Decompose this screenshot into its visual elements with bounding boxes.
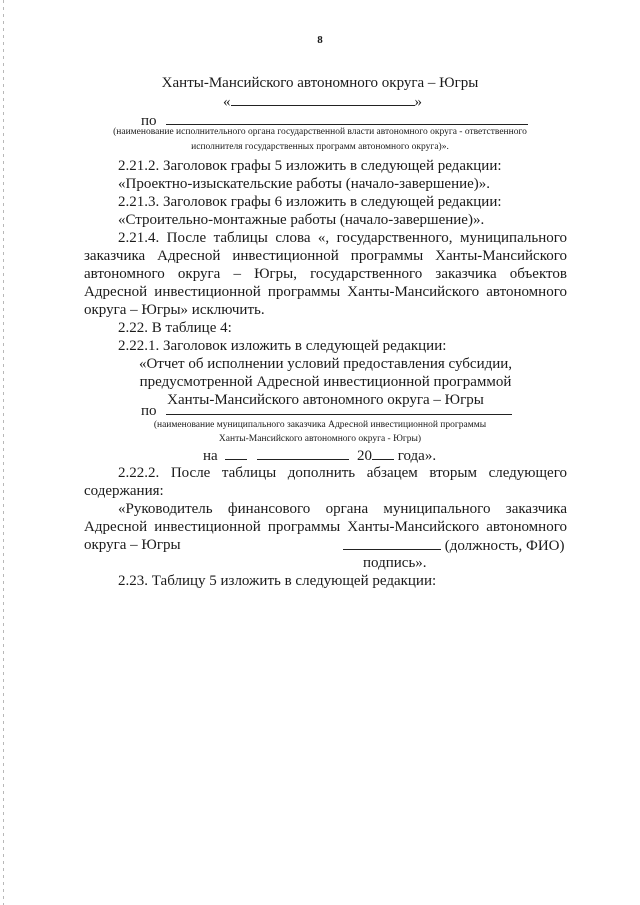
year-blank bbox=[372, 446, 394, 460]
na-label: на bbox=[203, 448, 218, 464]
caption-line-2: исполнителя государственных программ автономного округа)». bbox=[191, 142, 449, 152]
para-2-21-4-line1: 2.21.4. После таблицы слова «, государственного, муниципального bbox=[118, 230, 567, 246]
signature-blank bbox=[343, 536, 441, 550]
position-label: (должность, ФИО) bbox=[444, 538, 565, 554]
po-label: по bbox=[141, 113, 157, 129]
month-blank bbox=[257, 446, 349, 460]
goda-label: года». bbox=[397, 448, 437, 464]
quote-heading-line2: предусмотренной Адресной инвестиционной программой bbox=[139, 374, 512, 390]
para-2-23: 2.23. Таблицу 5 изложить в следующей редакции: bbox=[118, 573, 437, 589]
quote-heading-line3: Ханты-Мансийского автономного округа – Югры bbox=[167, 392, 484, 408]
quote-heading-line1: «Отчет об исполнении условий предоставления субсидии, bbox=[138, 356, 513, 372]
para-2-21-4-line5: округа – Югры» исключить. bbox=[84, 302, 265, 318]
caption2-line-2: Ханты-Мансийского автономного округа - Югры) bbox=[218, 434, 422, 444]
po-blank-2 bbox=[166, 401, 512, 415]
para-2-21-4-line3: автономного округа – Югры, государственного заказчика объектов bbox=[84, 266, 567, 282]
para-2-22: 2.22. В таблице 4: bbox=[118, 320, 232, 336]
po-blank bbox=[166, 111, 528, 125]
caption2-line-1: (наименование муниципального заказчика Адресной инвестиционной программы bbox=[153, 420, 487, 430]
para-construction-works: «Строительно-монтажные работы (начало-завершение)». bbox=[118, 212, 485, 228]
title-line: Ханты-Мансийского автономного округа – Югры bbox=[161, 75, 479, 91]
date-line bbox=[203, 446, 436, 465]
year-prefix: 20 bbox=[356, 448, 372, 464]
para-head-line1: «Руководитель финансового органа муниципального заказчика bbox=[118, 501, 567, 517]
para-2-22-1: 2.22.1. Заголовок изложить в следующей редакции: bbox=[118, 338, 447, 354]
quote-open: « bbox=[223, 94, 231, 110]
para-2-21-3: 2.21.3. Заголовок графы 6 изложить в следующей редакции: bbox=[118, 194, 502, 210]
name-blank bbox=[231, 92, 415, 106]
para-2-21-4-line2: заказчика Адресной инвестиционной программы Ханты-Мансийского bbox=[84, 248, 567, 264]
caption-line-1: (наименование исполнительного органа государственной власти автономного округа - ответственного bbox=[113, 127, 527, 137]
para-2-22-2-line2: содержания: bbox=[84, 483, 164, 499]
day-blank bbox=[225, 446, 247, 460]
page-number: 8 bbox=[317, 34, 323, 46]
para-head-line3: округа – Югры bbox=[84, 537, 181, 553]
para-design-works: «Проектно-изыскательские работы (начало-завершение)». bbox=[118, 176, 491, 192]
position-line bbox=[343, 536, 565, 555]
po-line-2 bbox=[141, 401, 512, 420]
signature-label: подпись». bbox=[363, 555, 427, 571]
quote-line bbox=[223, 92, 422, 111]
quote-close: » bbox=[414, 94, 422, 110]
para-2-22-2-line1: 2.22.2. После таблицы дополнить абзацем вторым следующего bbox=[118, 465, 567, 481]
para-2-21-4-line4: Адресной инвестиционной программы Ханты-Мансийского автономного bbox=[84, 284, 567, 300]
para-2-21-2: 2.21.2. Заголовок графы 5 изложить в следующей редакции: bbox=[118, 158, 502, 174]
para-head-line2: Адресной инвестиционной программы Ханты-Мансийского автономного bbox=[84, 519, 567, 535]
po-label-2: по bbox=[141, 403, 157, 419]
